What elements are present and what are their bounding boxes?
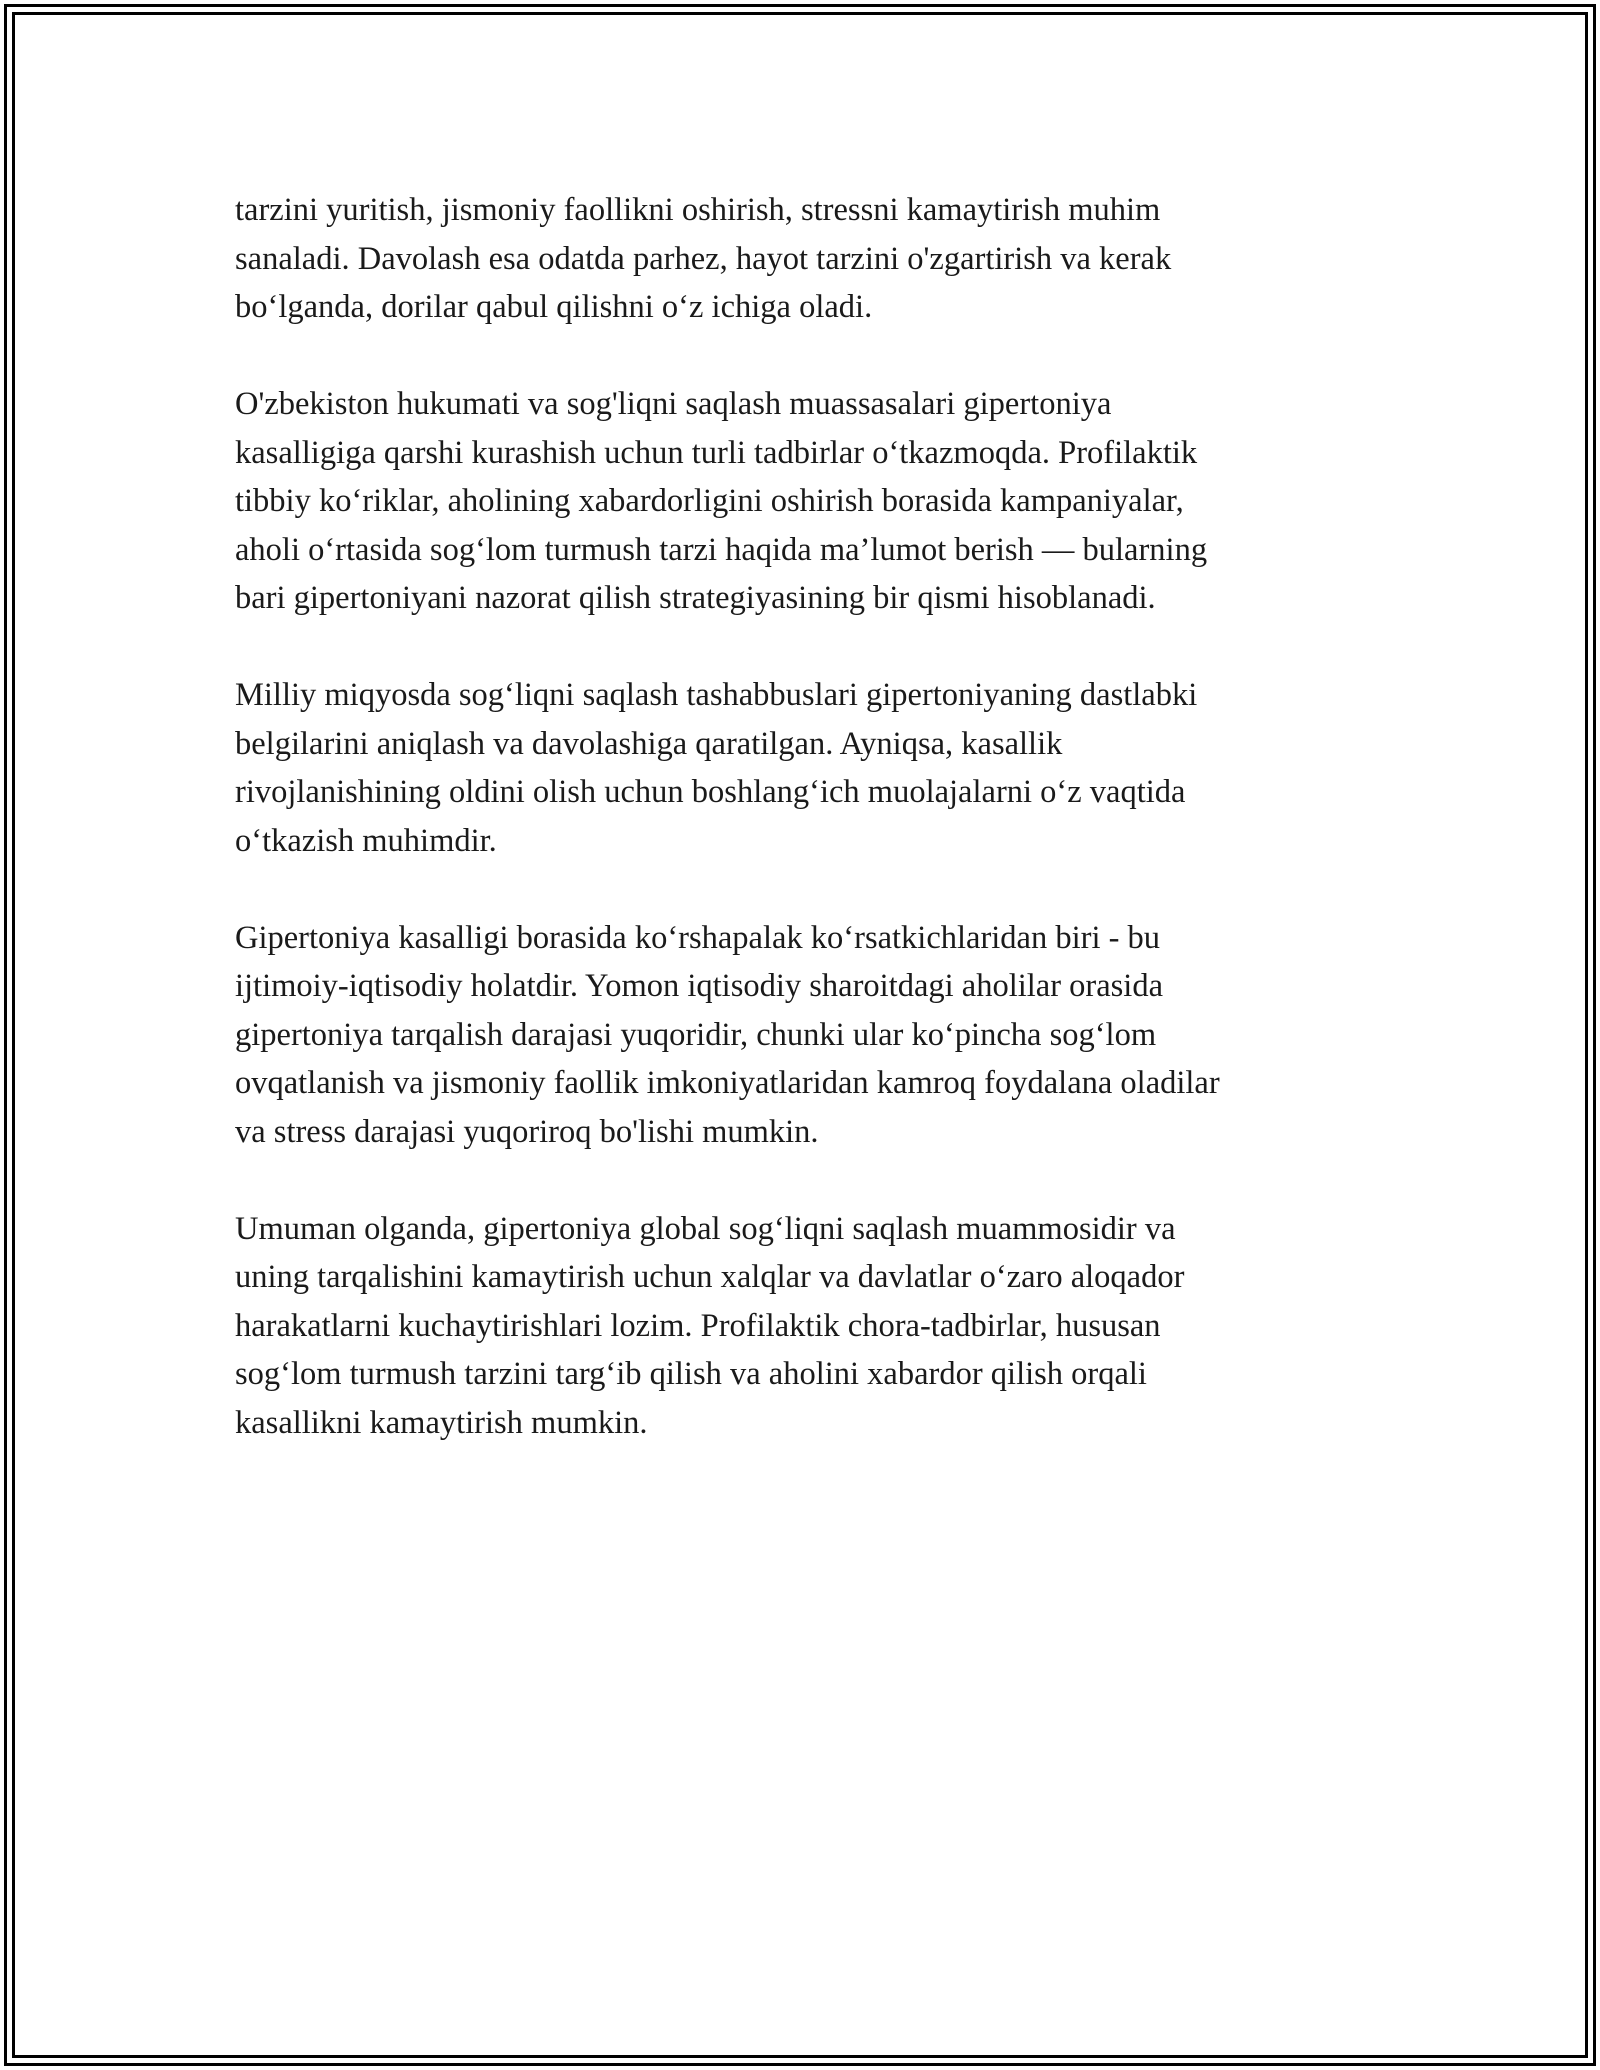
paragraph-line: kasallikni kamaytirish mumkin. <box>235 1404 648 1441</box>
paragraph-4 <box>235 914 1365 1157</box>
paragraph-line: tibbiy ko‘riklar, aholining xabardorligini oshirish borasida kampaniyalar, <box>235 483 1184 519</box>
paragraph-line: rivojlanishining oldini olish uchun boshlang‘ich muolajalarni o‘z vaqtida <box>235 774 1186 810</box>
paragraph-1 <box>235 186 1365 332</box>
paragraph-line: O'zbekiston hukumati va sog'liqni saqlash muassasalari gipertoniya <box>235 386 1112 422</box>
paragraph-line: va stress darajasi yuqoriroq bo'lishi mumkin. <box>235 1113 819 1150</box>
paragraph-line: bo‘lganda, dorilar qabul qilishni o‘z ichiga oladi. <box>235 289 873 325</box>
document-body <box>235 186 1365 1496</box>
paragraph-line: uning tarqalishini kamaytirish uchun xalqlar va davlatlar o‘zaro aloqador <box>235 1259 1185 1295</box>
paragraph-line: sanaladi. Davolash esa odatda parhez, hayot tarzini o'zgartirish va kerak <box>235 240 1172 277</box>
paragraph-line: tarzini yuritish, jismoniy faollikni oshirish, stressni kamaytirish muhim <box>235 192 1161 228</box>
paragraph-line: ijtimoiy-iqtisodiy holatdir. Yomon iqtisodiy sharoitdagi aholilar orasida <box>235 968 1164 1004</box>
paragraph-line: belgilarini aniqlash va davolashiga qaratilgan. Ayniqsa, kasallik <box>235 725 1063 762</box>
paragraph-line: aholi o‘rtasida sog‘lom turmush tarzi haqida ma’lumot berish — bularning <box>235 531 1208 568</box>
paragraph-line: kasalligiga qarshi kurashish uchun turli tadbirlar o‘tkazmoqda. Profilaktik <box>235 434 1198 471</box>
paragraph-line: bari gipertoniyani nazorat qilish strategiyasining bir qismi hisoblanadi. <box>235 580 1156 616</box>
paragraph-line: Milliy miqyosda sog‘liqni saqlash tashabbuslari gipertoniyaning dastlabki <box>235 677 1198 713</box>
paragraph-line: Gipertoniya kasalligi borasida ko‘rshapalak ko‘rsatkichlaridan biri - bu <box>235 919 1161 956</box>
paragraph-line: gipertoniya tarqalish darajasi yuqoridir, chunki ular ko‘pincha sog‘lom <box>235 1016 1157 1053</box>
paragraph-3 <box>235 671 1365 865</box>
paragraph-line: sog‘lom turmush tarzini targ‘ib qilish va aholini xabardor qilish orqali <box>235 1356 1147 1392</box>
paragraph-line: Umuman olganda, gipertoniya global sog‘liqni saqlash muammosidir va <box>235 1210 1176 1247</box>
paragraph-5 <box>235 1205 1365 1448</box>
paragraph-line: harakatlarni kuchaytirishlari lozim. Profilaktik chora-tadbirlar, hususan <box>235 1307 1161 1344</box>
paragraph-line: ovqatlanish va jismoniy faollik imkoniyatlaridan kamroq foydalana oladilar <box>235 1065 1220 1101</box>
paragraph-line: o‘tkazish muhimdir. <box>235 822 497 859</box>
paragraph-2 <box>235 380 1365 623</box>
